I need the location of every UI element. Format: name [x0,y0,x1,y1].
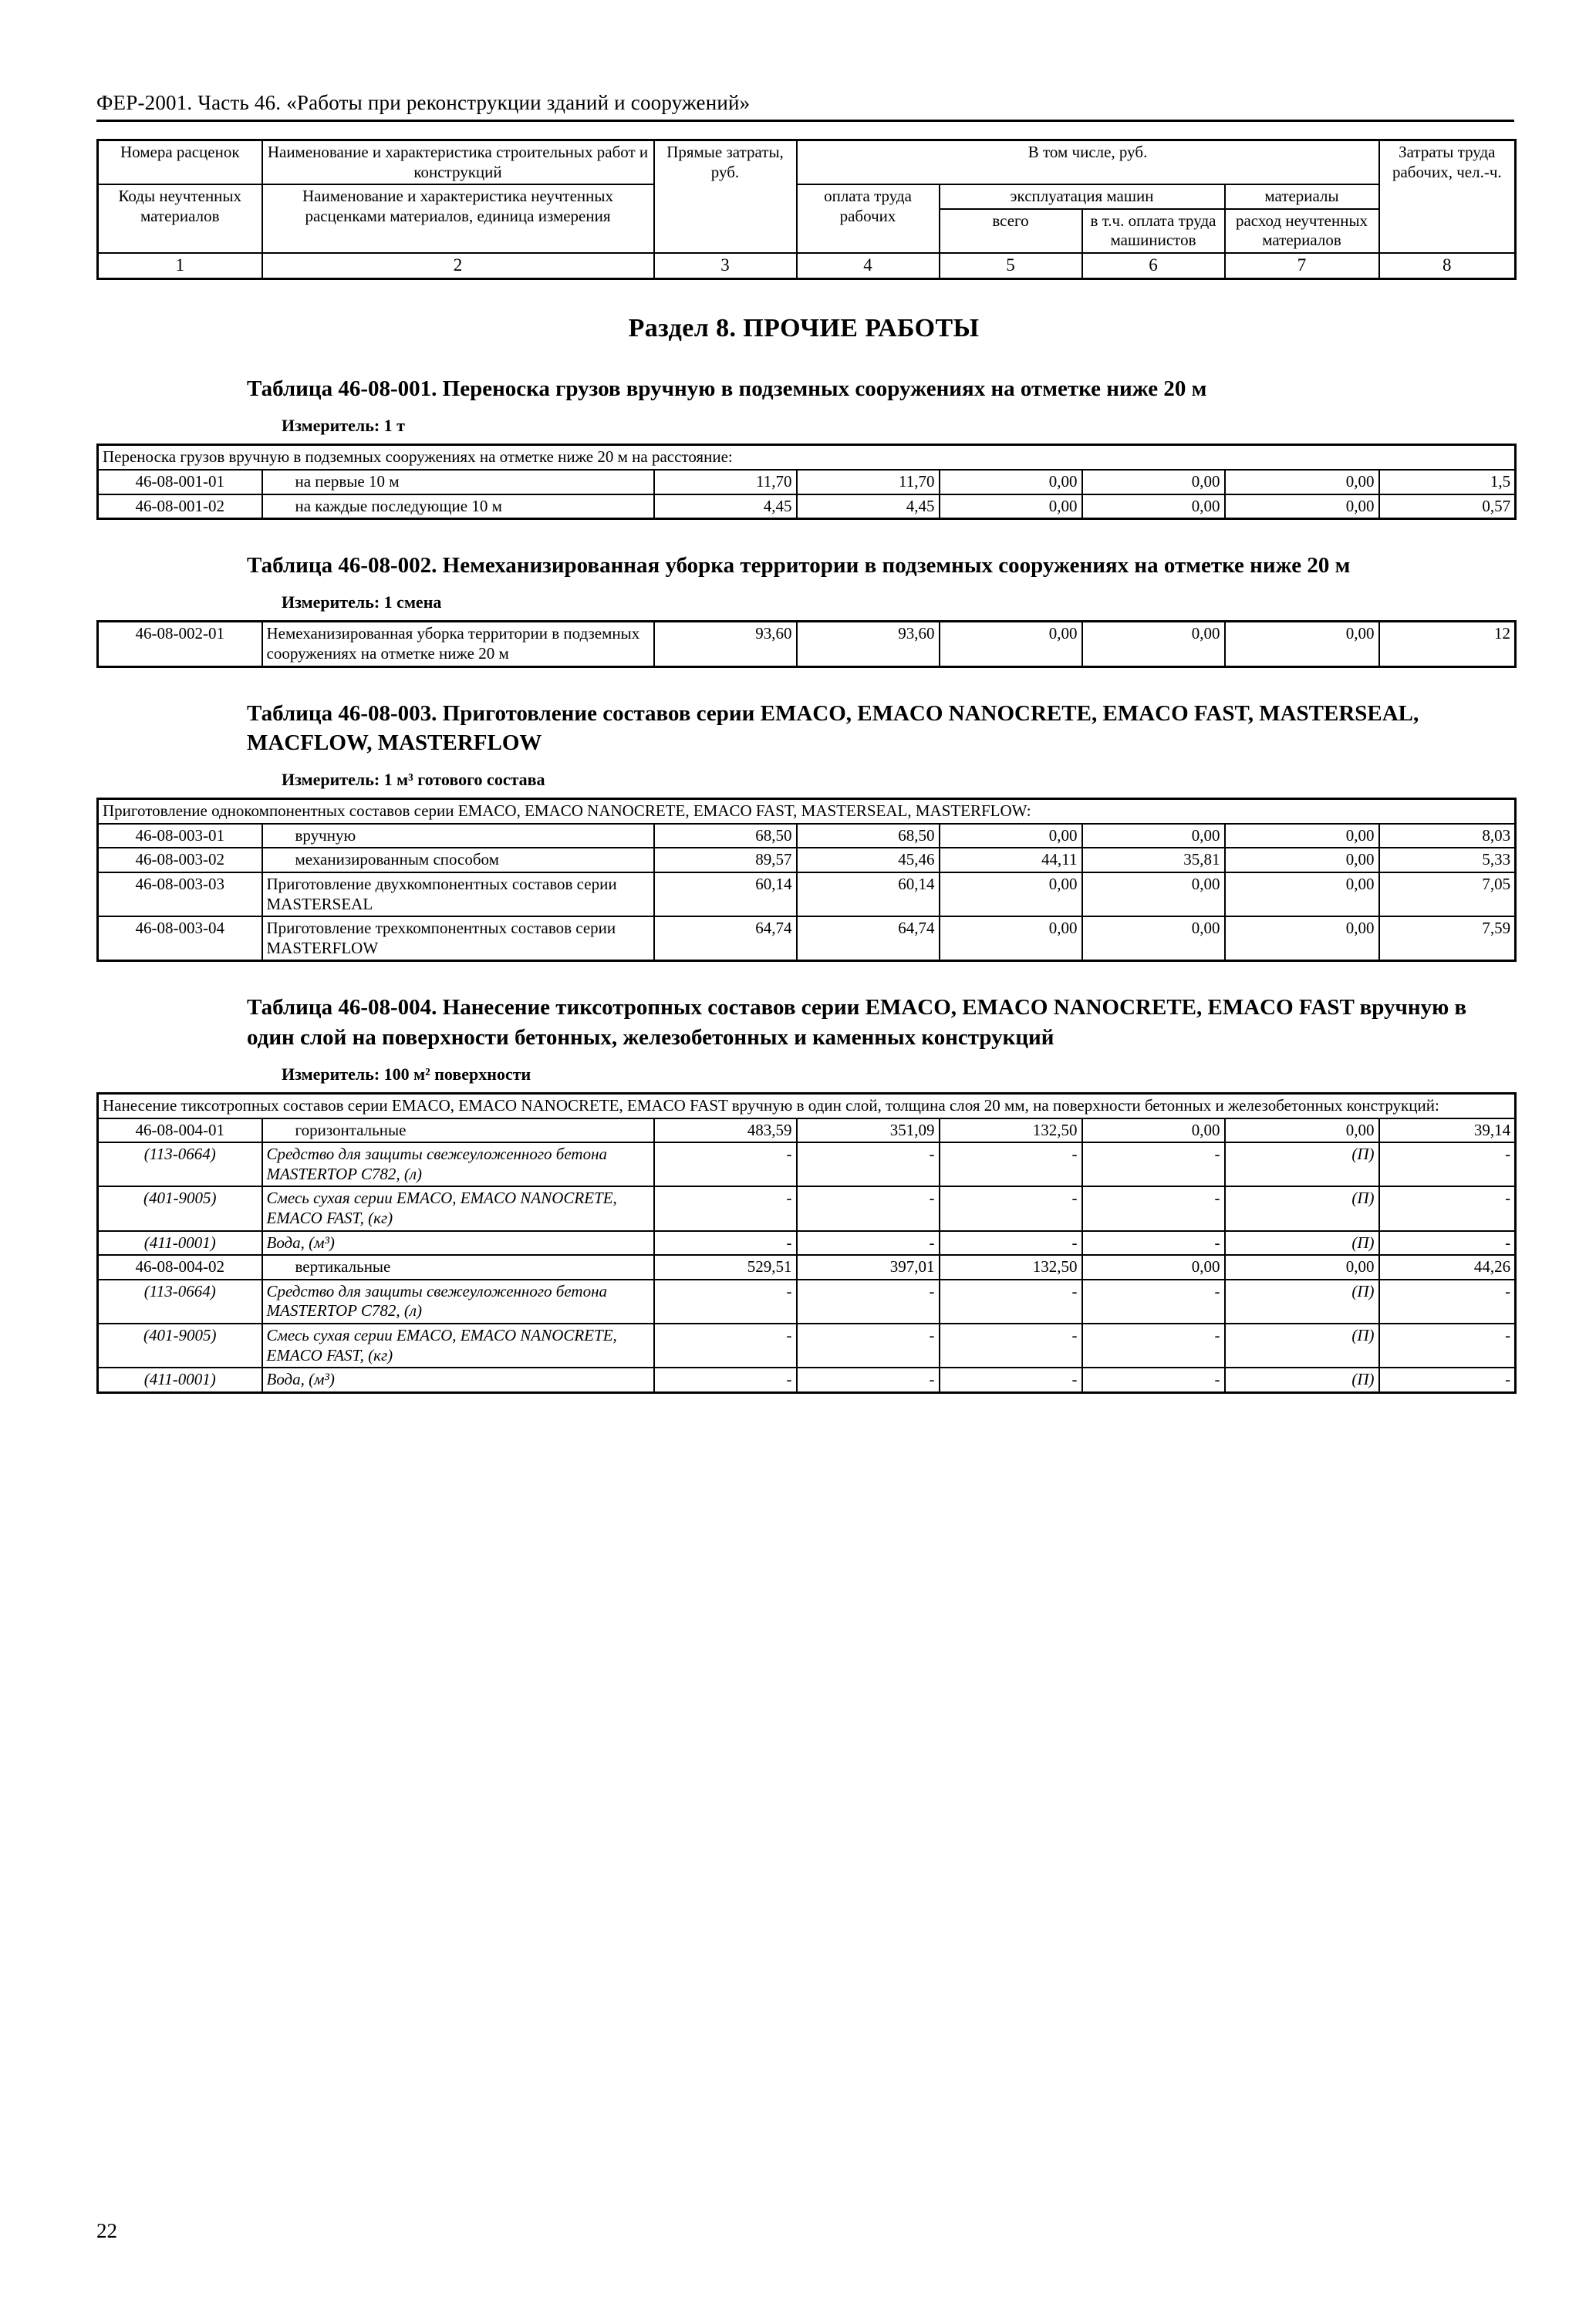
rate-table-measure: Измеритель: 100 м² поверхности [282,1064,531,1084]
work-name: вручную [262,824,654,848]
material-row [98,1280,1516,1324]
value-cell-col6: - [1082,1142,1225,1186]
table-row [98,916,1516,961]
value-cell-col8: - [1379,1280,1516,1324]
value-cell-col4: 68,50 [797,824,940,848]
material-code: (113-0664) [98,1142,262,1186]
material-name: Смесь сухая серии EMACO, EMACO NANOCRETE, EMACO FAST, (кг) [262,1324,654,1368]
tables-host [96,374,1511,1394]
material-row [98,1368,1516,1392]
value-cell-col4: - [797,1186,940,1230]
value-cell-col6: 0,00 [1082,622,1225,666]
rate-table [96,1092,1517,1394]
value-cell-col8: 5,33 [1379,848,1516,872]
value-cell-col5: 0,00 [940,470,1082,494]
value-cell-col6: 0,00 [1082,824,1225,848]
rate-code: 46-08-001-02 [98,494,262,519]
value-cell-col4: 64,74 [797,916,940,961]
work-name: вертикальные [262,1255,654,1280]
header-col8: Затраты труда рабочих, чел.-ч. [1379,140,1516,254]
value-cell-col5: 0,00 [940,494,1082,519]
value-cell-col8: 0,57 [1379,494,1516,519]
section-title: Раздел 8. ПРОЧИЕ РАБОТЫ [628,314,980,343]
value-cell-col5: - [940,1231,1082,1256]
rate-table-span-header [98,799,1516,824]
header-rule [96,120,1514,122]
value-cell-col6: 0,00 [1082,1118,1225,1143]
value-cell-col7: 0,00 [1225,824,1379,848]
value-cell-col6: 0,00 [1082,470,1225,494]
value-cell-col7: (П) [1225,1324,1379,1368]
work-name: на каждые последующие 10 м [262,494,654,519]
value-cell-col6: 35,81 [1082,848,1225,872]
header-col6: в т.ч. оплата труда машинистов [1082,209,1225,253]
value-cell-col3: 4,45 [654,494,797,519]
rate-code: 46-08-004-01 [98,1118,262,1143]
work-name: на первые 10 м [262,470,654,494]
rate-table-span-header [98,445,1516,470]
material-row [98,1324,1516,1368]
table-row [98,848,1516,872]
value-cell-col7: 0,00 [1225,622,1379,666]
value-cell-col8: 44,26 [1379,1255,1516,1280]
value-cell-col4: 93,60 [797,622,940,666]
span-header-text: Приготовление однокомпонентных составов серии EMACO, EMACO NANOCRETE, EMACO FAST, MASTERSEAL, MASTERFLOW: [98,799,1516,824]
value-cell-col3: - [654,1324,797,1368]
rate-table-span-header [98,1094,1516,1118]
rate-code: 46-08-002-01 [98,622,262,666]
value-cell-col7: (П) [1225,1142,1379,1186]
header-group-materials: материалы [1225,184,1379,209]
header-col2-top: Наименование и характеристика строительных работ и конструкций [262,140,654,185]
value-cell-col5: 0,00 [940,824,1082,848]
value-cell-col6: 0,00 [1082,1255,1225,1280]
value-cell-col5: - [940,1324,1082,1368]
value-cell-col8: 7,59 [1379,916,1516,961]
value-cell-col8: 1,5 [1379,470,1516,494]
rate-table-block [96,993,1511,1393]
header-num-4: 4 [797,253,940,279]
material-code: (401-9005) [98,1186,262,1230]
header-num-1: 1 [98,253,262,279]
value-cell-col8: - [1379,1142,1516,1186]
header-col2-bottom: Наименование и характеристика неучтенных расценками материалов, единица измерения [262,184,654,253]
rate-code: 46-08-003-02 [98,848,262,872]
material-code: (113-0664) [98,1280,262,1324]
value-cell-col6: 0,00 [1082,872,1225,916]
value-cell-col6: 0,00 [1082,494,1225,519]
header-col3: Прямые затраты, руб. [654,140,797,254]
span-header-text: Нанесение тиксотропных составов серии EMACO, EMACO NANOCRETE, EMACO FAST вручную в один слой, толщина слоя 20 мм, на поверхности бетонных и железобетонных конструкций: [98,1094,1516,1118]
value-cell-col5: 0,00 [940,872,1082,916]
value-cell-col3: 529,51 [654,1255,797,1280]
value-cell-col8: - [1379,1186,1516,1230]
value-cell-col6: 0,00 [1082,916,1225,961]
table-row [98,470,1516,494]
rate-table-block [96,551,1511,667]
rate-table-title: Таблица 46-08-002. Немеханизированная уборка территории в подземных сооружениях на отметке ниже 20 м [247,553,1351,578]
value-cell-col3: 483,59 [654,1118,797,1143]
rate-code: 46-08-003-01 [98,824,262,848]
material-code: (411-0001) [98,1368,262,1392]
header-col5: всего [940,209,1082,253]
header-col4: оплата труда рабочих [797,184,940,253]
material-name: Средство для защиты свежеуложенного бетона MASTERTOP C782, (л) [262,1142,654,1186]
work-name: Приготовление двухкомпонентных составов серии MASTERSEAL [262,872,654,916]
work-name: Приготовление трехкомпонентных составов серии MASTERFLOW [262,916,654,961]
table-row [98,1255,1516,1280]
rate-table-title: Таблица 46-08-001. Переноска грузов вручную в подземных сооружениях на отметке ниже 20 м [247,376,1207,402]
rate-code: 46-08-001-01 [98,470,262,494]
rate-table-block [96,374,1511,520]
value-cell-col7: 0,00 [1225,872,1379,916]
value-cell-col3: 89,57 [654,848,797,872]
value-cell-col8: - [1379,1324,1516,1368]
value-cell-col5: 132,50 [940,1118,1082,1143]
header-group-machines: эксплуатация машин [940,184,1225,209]
material-code: (411-0001) [98,1231,262,1256]
value-cell-col5: - [940,1368,1082,1392]
value-cell-col3: 60,14 [654,872,797,916]
material-row [98,1186,1516,1230]
rate-code: 46-08-004-02 [98,1255,262,1280]
value-cell-col4: 397,01 [797,1255,940,1280]
value-cell-col3: - [654,1368,797,1392]
value-cell-col7: 0,00 [1225,1118,1379,1143]
header-col7: расход неучтенных материалов [1225,209,1379,253]
value-cell-col8: 7,05 [1379,872,1516,916]
material-row [98,1142,1516,1186]
rate-table [96,444,1517,520]
value-cell-col6: - [1082,1186,1225,1230]
material-name: Средство для защиты свежеуложенного бетона MASTERTOP C782, (л) [262,1280,654,1324]
table-row [98,622,1516,666]
value-cell-col7: (П) [1225,1368,1379,1392]
value-cell-col5: 44,11 [940,848,1082,872]
table-row [98,824,1516,848]
header-num-6: 6 [1082,253,1225,279]
rate-table-measure: Измеритель: 1 смена [282,592,442,612]
table-row [98,872,1516,916]
rate-table-measure: Измеритель: 1 т [282,416,405,436]
material-name: Вода, (м³) [262,1231,654,1256]
rate-table [96,620,1517,667]
value-cell-col3: 68,50 [654,824,797,848]
value-cell-col8: 12 [1379,622,1516,666]
value-cell-col5: - [940,1280,1082,1324]
value-cell-col4: - [797,1280,940,1324]
table-row [98,494,1516,519]
value-cell-col8: 8,03 [1379,824,1516,848]
header-group-vtom: В том числе, руб. [797,140,1379,185]
value-cell-col3: - [654,1186,797,1230]
value-cell-col4: - [797,1231,940,1256]
header-num-5: 5 [940,253,1082,279]
rate-table-block [96,699,1511,963]
header-col1-bottom: Коды неучтенных материалов [98,184,262,253]
material-name: Вода, (м³) [262,1368,654,1392]
running-head: ФЕР-2001. Часть 46. «Работы при реконструкции зданий и сооружений» [96,91,751,114]
value-cell-col6: - [1082,1324,1225,1368]
span-header-text: Переноска грузов вручную в подземных сооружениях на отметке ниже 20 м на расстояние: [98,445,1516,470]
header-num-7: 7 [1225,253,1379,279]
header-col1-top: Номера расценок [98,140,262,185]
value-cell-col7: 0,00 [1225,916,1379,961]
value-cell-col4: - [797,1368,940,1392]
header-num-8: 8 [1379,253,1516,279]
header-number-row [98,253,1516,279]
value-cell-col5: - [940,1186,1082,1230]
value-cell-col3: - [654,1280,797,1324]
value-cell-col6: - [1082,1231,1225,1256]
value-cell-col3: - [654,1231,797,1256]
value-cell-col7: 0,00 [1225,1255,1379,1280]
value-cell-col4: 351,09 [797,1118,940,1143]
value-cell-col7: (П) [1225,1231,1379,1256]
rate-code: 46-08-003-03 [98,872,262,916]
value-cell-col7: 0,00 [1225,494,1379,519]
column-header-table [96,139,1517,280]
value-cell-col8: - [1379,1368,1516,1392]
work-name: Немеханизированная уборка территории в подземных сооружениях на отметке ниже 20 м [262,622,654,666]
value-cell-col3: 11,70 [654,470,797,494]
value-cell-col6: - [1082,1368,1225,1392]
rate-table-title: Таблица 46-08-004. Нанесение тиксотропных составов серии EMACO, EMACO NANOCRETE, EMACO FAST вручную в один слой на поверхности бетонных, железобетонных и каменных конструкций [247,995,1467,1050]
work-name: механизированным способом [262,848,654,872]
value-cell-col3: - [654,1142,797,1186]
table-row [98,1118,1516,1143]
rate-table-measure: Измеритель: 1 м³ готового состава [282,770,545,790]
rate-table [96,798,1517,962]
value-cell-col4: 45,46 [797,848,940,872]
value-cell-col5: 0,00 [940,622,1082,666]
value-cell-col4: 60,14 [797,872,940,916]
value-cell-col8: - [1379,1231,1516,1256]
value-cell-col3: 93,60 [654,622,797,666]
value-cell-col4: - [797,1142,940,1186]
rate-code: 46-08-003-04 [98,916,262,961]
value-cell-col6: - [1082,1280,1225,1324]
value-cell-col5: 0,00 [940,916,1082,961]
value-cell-col5: - [940,1142,1082,1186]
page-number: 22 [96,2219,117,2242]
header-num-2: 2 [262,253,654,279]
material-code: (401-9005) [98,1324,262,1368]
value-cell-col7: 0,00 [1225,470,1379,494]
value-cell-col7: (П) [1225,1186,1379,1230]
value-cell-col5: 132,50 [940,1255,1082,1280]
value-cell-col7: (П) [1225,1280,1379,1324]
header-num-3: 3 [654,253,797,279]
rate-table-title: Таблица 46-08-003. Приготовление составов серии EMACO, EMACO NANOCRETE, EMACO FAST, MASTERSEAL, MACFLOW, MASTERFLOW [247,700,1419,755]
value-cell-col7: 0,00 [1225,848,1379,872]
material-name: Смесь сухая серии EMACO, EMACO NANOCRETE, EMACO FAST, (кг) [262,1186,654,1230]
value-cell-col3: 64,74 [654,916,797,961]
work-name: горизонтальные [262,1118,654,1143]
material-row [98,1231,1516,1256]
value-cell-col8: 39,14 [1379,1118,1516,1143]
value-cell-col4: 4,45 [797,494,940,519]
value-cell-col4: - [797,1324,940,1368]
value-cell-col4: 11,70 [797,470,940,494]
